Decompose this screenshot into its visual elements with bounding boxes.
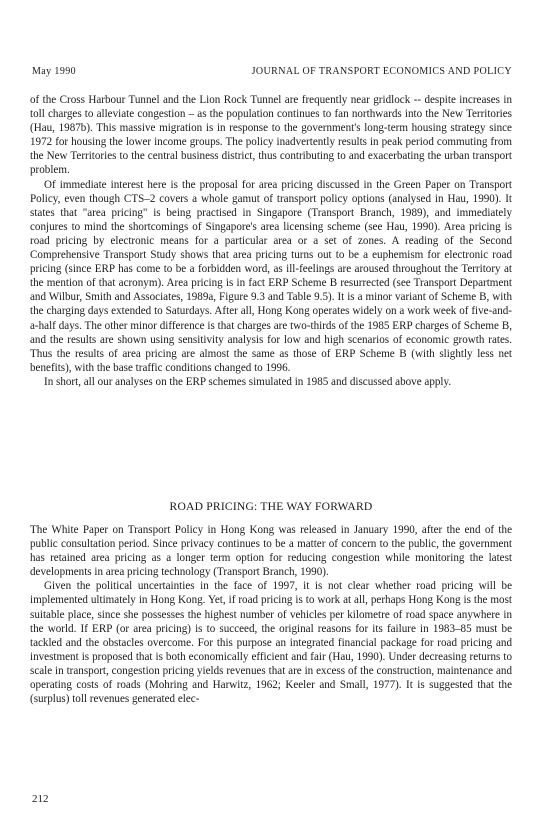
- body-text-after-heading: [30, 523, 512, 706]
- running-head: [30, 66, 512, 80]
- page-number: 212: [32, 793, 49, 805]
- issue-date: May 1990: [32, 66, 77, 77]
- section-heading: ROAD PRICING: THE WAY FORWARD: [169, 500, 373, 513]
- paragraph: of the Cross Harbour Tunnel and the Lion Rock Tunnel are frequently near gridlock -- despite increases in toll charges to alleviate congestion – as the population continues to fan northwards into the New Territories (Hau, 1987b). This massive migration is in response to the government's long-term housing strategy since 1972 for housing the lower income groups. The policy inadvertently results in peak period commuting from the New Territories to the central business district, thus contributing to and exacerbating the urban transport problem.: [30, 94, 512, 177]
- paragraph: Given the political uncertainties in the face of 1997, it is not clear whether road pricing will be implemented ultimately in Hong Kong. Yet, if road pricing is to work at all, perhaps Hong Kong is the most suitable place, since she possesses the highest number of vehicles per kilometre of road space anywhere in the world. If ERP (or area pricing) is to succeed, the original reasons for its failure in 1983–85 must be tackled and the obstacles overcome. For this purpose an integrated financial package for road pricing and investment is proposed that is both economically efficient and fair (Hau, 1990). Under decreasing returns to scale in transport, congestion pricing yields revenues that are in excess of the construction, maintenance and operating costs of roads (Mohring and Harwitz, 1962; Keeler and Small, 1977). It is suggested that the (surplus) toll revenues generated elec-: [30, 580, 512, 706]
- journal-title: JOURNAL OF TRANSPORT ECONOMICS AND POLICY: [251, 66, 512, 77]
- journal-page: [30, 0, 512, 821]
- paragraph: The White Paper on Transport Policy in Hong Kong was released in January 1990, after the end of the public consultation period. Since privacy continues to be a matter of concern to the public, the government has retained area pricing as a longer term option for reducing congestion while monitoring the latest developments in area pricing technology (Transport Branch, 1990).: [30, 524, 512, 579]
- body-text-before-heading: [30, 93, 512, 389]
- paragraph: Of immediate interest here is the proposal for area pricing discussed in the Green Paper on Transport Policy, even though CTS–2 covers a whole gamut of transport policy options (analysed in Hau, 1990). It states that "area pricing" is being practised in Singapore (Transport Branch, 1989), and immediately conjures to mind the shortcomings of Singapore's area licensing scheme (see Hau, 1990). Area pricing is road pricing by electronic means for a particular area or a set of zones. A reading of the Second Comprehensive Transport Study shows that area pricing turns out to be a euphemism for electronic road pricing (since ERP has come to be a forbidden word, as ill-feelings are aroused throughout the Territory at the mention of that acronym). Area pricing is in fact ERP Scheme B resurrected (see Transport Department and Wilbur, Smith and Associates, 1989a, Figure 9.3 and Table 9.5). It is a minor variant of Scheme B, with the charging days extended to Saturdays. After all, Hong Kong operates widely on a work week of five-and-a-half days. The other minor difference is that charges are two-thirds of the 1985 ERP charges of Scheme B, and the results are shown using sensitivity analysis for low and high scenarios of economic growth rates. Thus the results of area pricing are almost the same as those of ERP Scheme B (with slightly less net benefits), with the base traffic conditions changed to 1996.: [30, 178, 512, 374]
- paragraph: In short, all our analyses on the ERP schemes simulated in 1985 and discussed above apply.: [44, 375, 452, 388]
